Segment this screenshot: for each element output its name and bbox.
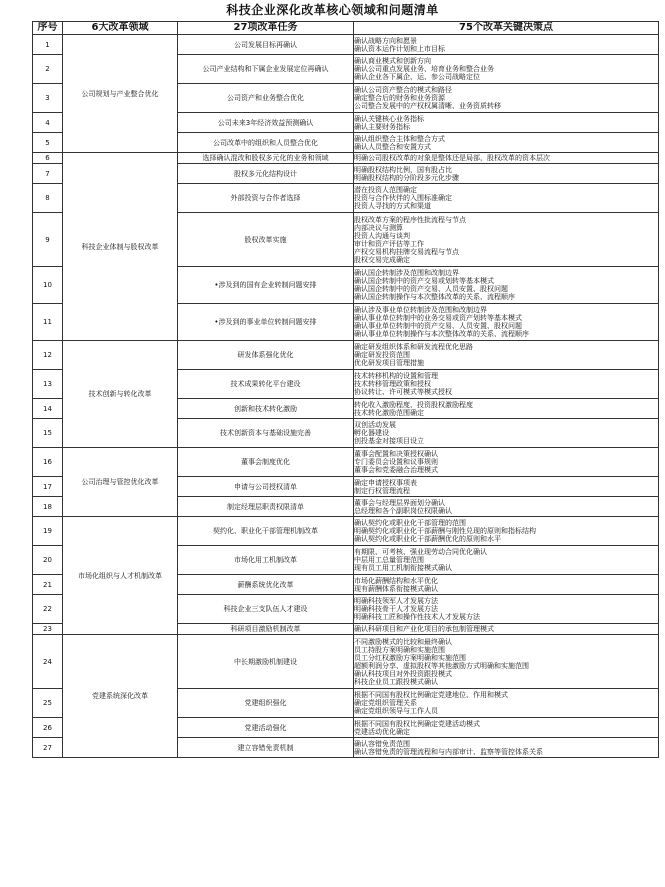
decision-point: 员工持股方案明确和实施范围 <box>354 645 445 654</box>
decision-points <box>354 595 659 624</box>
decision-point: 确定申请授权事项表 <box>354 478 417 487</box>
reform-task: •涉及到的国有企业转制问题安排 <box>178 267 354 304</box>
row-number: 7 <box>33 164 63 184</box>
decision-points <box>354 517 659 546</box>
reform-task: 选择确认混改和股权多元化的业务和领域 <box>178 153 354 164</box>
decision-point: 孵化器建设 <box>354 429 389 437</box>
reform-task: 申请与公司授权清单 <box>178 477 354 497</box>
reform-task: 股权改革实施 <box>178 213 354 267</box>
decision-points <box>354 546 659 575</box>
reform-task: 党建活动强化 <box>178 718 354 738</box>
decision-point: 协议转让、许可模式等模式授权 <box>354 388 452 396</box>
header-area: 6大改革领域 <box>63 22 178 35</box>
table-row <box>33 517 659 546</box>
row-number: 5 <box>33 133 63 153</box>
decision-point: 确定研发投资范围 <box>354 351 410 359</box>
decision-points <box>354 341 659 370</box>
decision-point: 确定研发组织体系和研发流程优化思路 <box>354 343 473 351</box>
decision-point: 产权交易机构挂牌交易流程与节点 <box>354 247 459 256</box>
table-row <box>33 35 659 55</box>
reform-task: •涉及到的事业单位转制问题安排 <box>178 304 354 341</box>
decision-point: 确认国企转制涉及范围和改制边界 <box>354 269 459 277</box>
reform-task: 科研项目激励机制改革 <box>178 624 354 635</box>
reform-task: 技术创新资本与基础设施完善 <box>178 419 354 448</box>
header-points: 75个改革关键决策点 <box>354 22 659 35</box>
decision-point: 员工分红权激励方案明确和实施范围 <box>354 653 466 662</box>
row-number: 22 <box>33 595 63 624</box>
decision-points <box>354 133 659 153</box>
reform-task: 薪酬系统优化改革 <box>178 575 354 595</box>
table-row <box>33 341 659 370</box>
decision-point: 确认国企转制操作与本次整体改革的关系、流程顺序 <box>354 293 515 301</box>
row-number: 6 <box>33 153 63 164</box>
row-number: 8 <box>33 184 63 213</box>
decision-point: 优化研发项目管理措施 <box>354 359 424 367</box>
decision-point: 专门委员会设置和议事规则 <box>354 458 438 466</box>
decision-point: 超额利润分享、虚拟股权等其他激励方式明确和实施范围 <box>354 661 529 670</box>
decision-point: 董事会与经理层界面划分确认 <box>354 498 445 507</box>
decision-point: 投资人寻找的方式和渠道 <box>354 202 431 210</box>
decision-points <box>354 153 659 164</box>
decision-point: 确认公司重点发展业务、培育业务和整合业务 <box>354 65 494 73</box>
decision-point: 制定行权管理流程 <box>354 486 410 495</box>
row-number: 27 <box>33 738 63 758</box>
decision-point: 内部决议与测算 <box>354 223 403 232</box>
header-row <box>33 22 659 35</box>
decision-points <box>354 304 659 341</box>
row-number: 20 <box>33 546 63 575</box>
reform-task: 公司资产和业务整合优化 <box>178 84 354 113</box>
decision-points <box>354 575 659 595</box>
decision-points <box>354 399 659 419</box>
decision-point: 明确科技骨干人才发展方法 <box>354 605 438 613</box>
decision-point: 审计和资产评估等工作 <box>354 239 424 248</box>
decision-point: 市场化薪酬结构和水平优化 <box>354 576 438 585</box>
row-number: 23 <box>33 624 63 635</box>
decision-point: 根据不同国有股权比例确定党建地位、作用和模式 <box>354 691 508 699</box>
row-number: 15 <box>33 419 63 448</box>
decision-points <box>354 689 659 718</box>
decision-point: 科技企业员工跟投模式确认 <box>354 677 438 686</box>
reform-area: 党建系统深化改革 <box>63 635 178 758</box>
table-body <box>33 35 659 758</box>
decision-point: 双创活动发展 <box>354 421 396 429</box>
row-number: 25 <box>33 689 63 718</box>
document-title: 科技企业深化改革核心领域和问题清单 <box>226 3 439 17</box>
decision-point: 不同激励模式的比较和最终确认 <box>354 637 452 646</box>
reform-task: 科技企业三支队伍人才建设 <box>178 595 354 624</box>
row-number: 11 <box>33 304 63 341</box>
decision-points <box>354 184 659 213</box>
decision-point: 确定党组织管理关系 <box>354 699 417 707</box>
reform-task: 董事会制度优化 <box>178 448 354 477</box>
decision-points <box>354 624 659 635</box>
decision-points <box>354 267 659 304</box>
row-number: 13 <box>33 370 63 399</box>
decision-points <box>354 718 659 738</box>
decision-point: 确认人员整合和安置方式 <box>354 142 431 151</box>
decision-point: 转化收入激励程度、投资股权激励程度 <box>354 400 473 409</box>
decision-point: 确认关键核心业务指标 <box>354 114 424 123</box>
decision-point: 确认商业模式和创新方向 <box>354 57 431 65</box>
header-task: 27项改革任务 <box>178 22 354 35</box>
reform-area: 科技企业体制与股权改革 <box>63 153 178 341</box>
decision-points <box>354 35 659 55</box>
decision-point: 明确契约化或职业化干部薪酬与刚性兑现的原则和指标结构 <box>354 527 536 535</box>
reform-area: 公司治理与管控优化改革 <box>63 448 178 517</box>
decision-point: 确认事业单位转制操作与本次整体改革的关系、流程顺序 <box>354 330 529 338</box>
decision-point: 明确股权结构的分阶段多元化步骤 <box>354 173 459 182</box>
decision-point: 确认涉及事业单位转制涉及范围和改制边界 <box>354 306 487 314</box>
decision-point: 技术转移管理政策和授权 <box>354 380 431 388</box>
decision-point: 党建活动优化确定 <box>354 727 410 736</box>
decision-points <box>354 477 659 497</box>
decision-point: 确认战略方向和愿景 <box>354 36 417 45</box>
reform-task: 公司改革中的组织和人员整合优化 <box>178 133 354 153</box>
row-number: 17 <box>33 477 63 497</box>
decision-point: 股权改革方案的程序性批流程与节点 <box>354 215 466 224</box>
row-number: 1 <box>33 35 63 55</box>
decision-point: 现有员工用工机制衔接模式确认 <box>354 564 452 572</box>
table-row <box>33 635 659 689</box>
decision-point: 确认容错免责范围 <box>354 739 410 748</box>
row-number: 10 <box>33 267 63 304</box>
reform-task: 股权多元化结构设计 <box>178 164 354 184</box>
decision-point: 总经理和各个副职岗位权限确认 <box>354 506 452 515</box>
decision-points <box>354 448 659 477</box>
row-number: 4 <box>33 113 63 133</box>
reform-task: 制定经理层职责权限清单 <box>178 497 354 517</box>
decision-point: 股权交易完成确定 <box>354 255 410 264</box>
decision-point: 明确股权结构比例，国有股占比 <box>354 165 452 174</box>
decision-points <box>354 635 659 689</box>
row-number: 24 <box>33 635 63 689</box>
decision-point: 中层用工总量管理范围 <box>354 556 424 564</box>
decision-points <box>354 738 659 758</box>
reform-task: 公司未来3年经济效益预测确认 <box>178 113 354 133</box>
decision-point: 确认契约化或职业化干部管理的范围 <box>354 519 466 527</box>
decision-points <box>354 419 659 448</box>
decision-point: 明确科技工匠和操作性技术人才发展方法 <box>354 613 480 621</box>
reform-task: 中长期激励机制建设 <box>178 635 354 689</box>
row-number: 12 <box>33 341 63 370</box>
decision-point: 明确科技领军人才发展方法 <box>354 597 438 605</box>
decision-points <box>354 55 659 84</box>
decision-point: 确认国企转制中的资产交易、人员安置、股权问题 <box>354 285 508 293</box>
row-number: 19 <box>33 517 63 546</box>
reform-task: 研发体系强化优化 <box>178 341 354 370</box>
decision-point: 确认组织整合主体和整合方式 <box>354 134 445 143</box>
row-number: 2 <box>33 55 63 84</box>
reform-table <box>32 21 659 758</box>
reform-area: 技术创新与转化改革 <box>63 341 178 448</box>
decision-point: 投资人沟通与谈判 <box>354 231 410 240</box>
table-row <box>33 153 659 164</box>
decision-points <box>354 164 659 184</box>
reform-task: 公司产业结构和下属企业发展定位再确认 <box>178 55 354 84</box>
decision-point: 有期限、可考核、强业现劳动合同优化确认 <box>354 548 487 556</box>
decision-point: 确认国企转制中的资产交易或划转等基本模式 <box>354 277 494 285</box>
row-number: 18 <box>33 497 63 517</box>
decision-point: 确认契约化或职业化干部薪酬优化的原则和水平 <box>354 535 501 543</box>
decision-point: 确认公司资产整合的模式和路径 <box>354 86 452 94</box>
reform-task: 创新和技术转化激励 <box>178 399 354 419</box>
decision-points <box>354 113 659 133</box>
decision-point: 确认企业各下属企、运、参公司战略定位 <box>354 73 480 81</box>
row-number: 16 <box>33 448 63 477</box>
reform-task: 技术成果转化平台建设 <box>178 370 354 399</box>
reform-task: 党建组织强化 <box>178 689 354 718</box>
decision-points <box>354 84 659 113</box>
decision-point: 确认主要财务指标 <box>354 122 410 131</box>
row-number: 9 <box>33 213 63 267</box>
decision-points <box>354 213 659 267</box>
reform-task: 契约化、职业化干部管理机制改革 <box>178 517 354 546</box>
reform-task: 建立容错免责机制 <box>178 738 354 758</box>
reform-task: 公司发展目标再确认 <box>178 35 354 55</box>
reform-task: 外部投资与合作者选择 <box>178 184 354 213</box>
decision-point: 确认科研项目和产业化项目的承包制管理模式 <box>354 625 494 633</box>
reform-area: 市场化组织与人才机制改革 <box>63 517 178 635</box>
decision-points <box>354 370 659 399</box>
header-num: 序号 <box>33 22 63 35</box>
decision-point: 明确公司股权改革的对象是整体还是局部，股权改革的资本层次 <box>354 154 550 162</box>
decision-point: 确定党组织领导与工作人员 <box>354 707 438 715</box>
decision-point: 确认事业单位转制中的业务交易或资产划转等基本模式 <box>354 314 522 322</box>
decision-point: 公司整合发展中的产权权属清晰、业务资质转移 <box>354 102 501 110</box>
row-number: 26 <box>33 718 63 738</box>
reform-task: 市场化用工机制改革 <box>178 546 354 575</box>
decision-point: 技术转移机构的设置和管理 <box>354 372 438 380</box>
decision-point: 创投基金对接项目设立 <box>354 437 424 445</box>
decision-point: 董事会和党委融合治理模式 <box>354 466 438 474</box>
decision-point: 现有薪酬体系衔接模式确认 <box>354 584 438 593</box>
row-number: 3 <box>33 84 63 113</box>
row-number: 21 <box>33 575 63 595</box>
reform-area: 公司规划与产业整合优化 <box>63 35 178 153</box>
decision-point: 确认科技项目对外投资跟投模式 <box>354 669 452 678</box>
table-row <box>33 448 659 477</box>
decision-point: 董事会配置和决策授权确认 <box>354 450 438 458</box>
decision-point: 投资与合作伙伴的入围标准确定 <box>354 194 452 202</box>
decision-point: 确认事业单位转制中的资产交易、人员安置、股权问题 <box>354 322 522 330</box>
decision-point: 确认容错免责的管理流程和与内部审计、监察等管控体系关系 <box>354 747 543 756</box>
decision-point: 确认资本运作计划和上市目标 <box>354 44 445 53</box>
decision-point: 确定整合后的财务和业务资源 <box>354 94 445 102</box>
decision-point: 潜在投资人范围确定 <box>354 186 417 194</box>
decision-point: 技术转化激励范围确定 <box>354 408 424 417</box>
decision-point: 根据不同国有股权比例确定党建活动模式 <box>354 719 480 728</box>
decision-points <box>354 497 659 517</box>
row-number: 14 <box>33 399 63 419</box>
